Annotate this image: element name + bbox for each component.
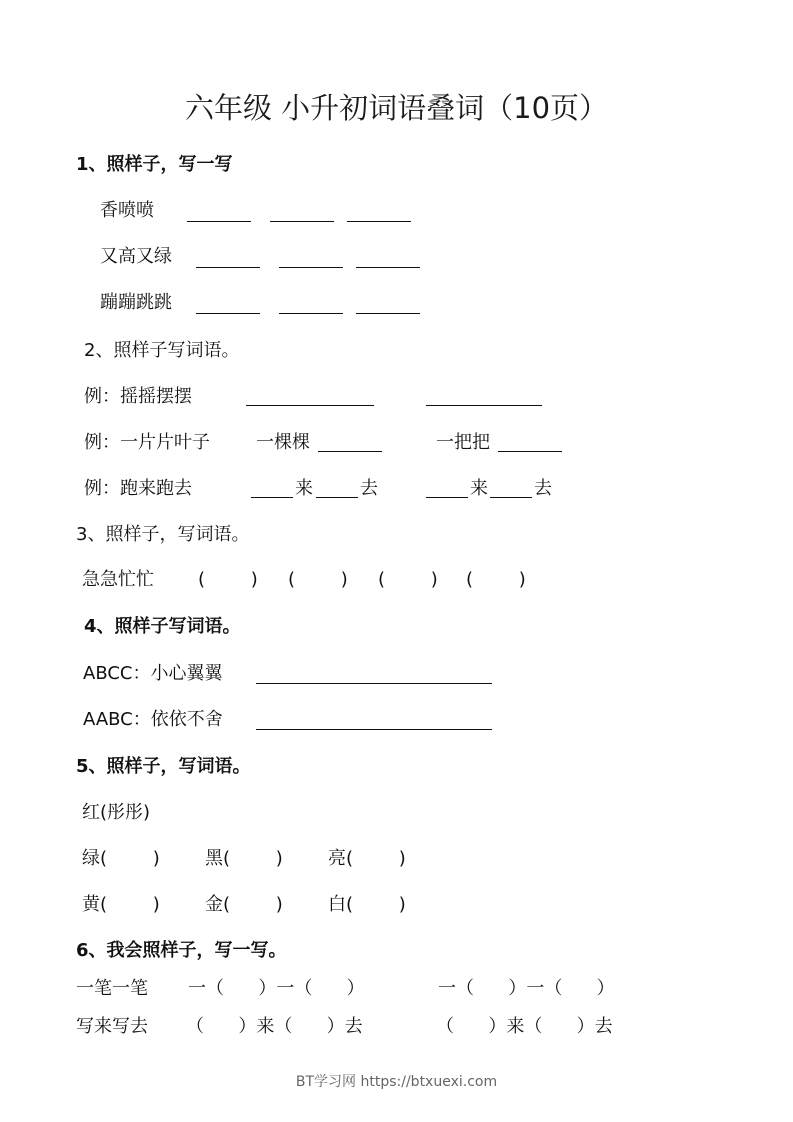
answer-blank[interactable] <box>196 267 260 268</box>
s6-example-2: 写来写去 <box>76 1016 148 1037</box>
s6-example-1: 一笔一笔 <box>76 978 148 999</box>
s1-example-1: 香喷喷 <box>100 200 154 221</box>
s2-example-2: 例：一片片叶子 <box>84 432 210 453</box>
answer-blank[interactable] <box>256 683 492 684</box>
answer-blank[interactable] <box>318 451 382 452</box>
answer-paren-huang[interactable]: 黄( ) <box>82 894 160 915</box>
answer-blank[interactable] <box>279 313 343 314</box>
answer-paren-lv[interactable]: 绿( ) <box>82 848 160 869</box>
s2-char-qu: 去 <box>534 478 552 499</box>
s2-char-lai: 来 <box>470 478 488 499</box>
section-2-heading: 2、照样子写词语。 <box>84 340 240 361</box>
page-title: 六年级 小升初词语叠词（10页） <box>184 91 609 125</box>
answer-pattern[interactable]: 一（ ）一（ ） <box>438 978 615 999</box>
answer-blank[interactable] <box>196 313 260 314</box>
section-4-heading: 4、照样子写词语。 <box>84 616 241 637</box>
section-5-heading: 5、照样子，写词语。 <box>76 756 251 777</box>
answer-paren-hei[interactable]: 黑( ) <box>205 848 283 869</box>
answer-pattern[interactable]: （ ）来（ ）去 <box>436 1016 613 1037</box>
s1-example-2: 又高又绿 <box>100 246 172 267</box>
answer-blank[interactable] <box>279 267 343 268</box>
answer-blank[interactable] <box>246 405 374 406</box>
s2-char-lai: 来 <box>295 478 313 499</box>
s2-example-3: 例：跑来跑去 <box>84 478 192 499</box>
answer-paren[interactable]: ( ) <box>378 569 438 590</box>
s3-example: 急急忙忙 <box>82 569 154 590</box>
s2-example-1: 例：摇摇摆摆 <box>84 386 192 407</box>
answer-paren-jin[interactable]: 金( ) <box>205 894 283 915</box>
answer-blank[interactable] <box>356 267 420 268</box>
answer-blank[interactable] <box>256 729 492 730</box>
answer-blank[interactable] <box>426 497 468 498</box>
answer-paren[interactable]: ( ) <box>288 569 348 590</box>
s4-example-1: ABCC：小心翼翼 <box>83 663 223 684</box>
section-6-heading: 6、我会照样子，写一写。 <box>76 940 287 961</box>
s4-example-2: AABC：依依不舍 <box>83 709 223 730</box>
answer-paren[interactable]: ( ) <box>466 569 526 590</box>
s1-example-3: 蹦蹦跳跳 <box>100 292 172 313</box>
answer-blank[interactable] <box>426 405 542 406</box>
answer-paren[interactable]: ( ) <box>198 569 258 590</box>
answer-blank[interactable] <box>347 221 411 222</box>
answer-blank[interactable] <box>490 497 532 498</box>
s5-example: 红(彤彤) <box>82 802 151 823</box>
answer-blank[interactable] <box>498 451 562 452</box>
s2-char-qu: 去 <box>360 478 378 499</box>
answer-blank[interactable] <box>187 221 251 222</box>
answer-pattern[interactable]: （ ）来（ ）去 <box>186 1016 363 1037</box>
answer-blank[interactable] <box>356 313 420 314</box>
s2-item-yikeke: 一棵棵 <box>256 432 310 453</box>
answer-paren-bai[interactable]: 白( ) <box>328 894 406 915</box>
answer-blank[interactable] <box>316 497 358 498</box>
s2-item-yibaba: 一把把 <box>436 432 490 453</box>
answer-blank[interactable] <box>270 221 334 222</box>
answer-blank[interactable] <box>251 497 293 498</box>
footer-watermark: BT学习网 https://btxuexi.com <box>295 1074 498 1090</box>
answer-paren-liang[interactable]: 亮( ) <box>328 848 406 869</box>
answer-pattern[interactable]: 一（ ）一（ ） <box>188 978 365 999</box>
section-1-heading: 1、照样子，写一写 <box>76 154 233 175</box>
section-3-heading: 3、照样子，写词语。 <box>76 524 250 545</box>
